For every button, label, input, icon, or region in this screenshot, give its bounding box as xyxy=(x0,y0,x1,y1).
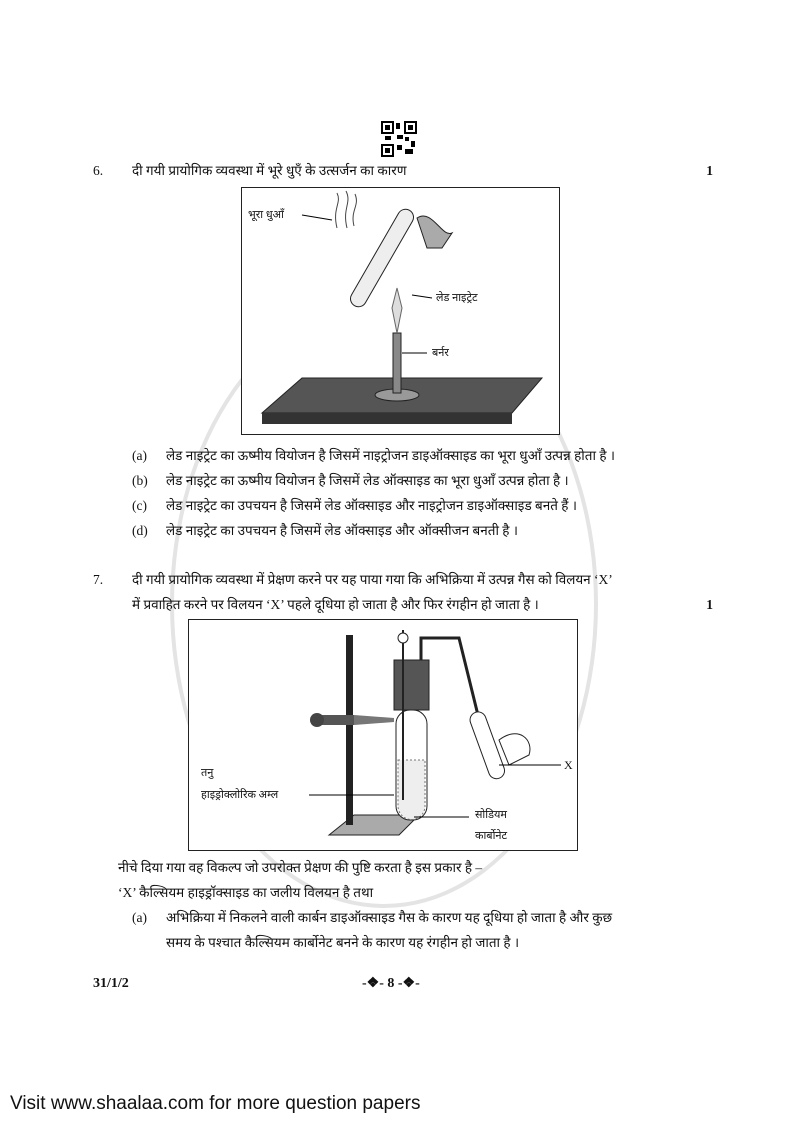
q6-option-d[interactable] xyxy=(132,518,689,543)
q6-number: 6. xyxy=(93,163,104,178)
option-label: (b) xyxy=(132,473,148,488)
option-text: लेड नाइट्रेट का उपचयन है जिसमें लेड ऑक्साइड और ऑक्सीजन बनती है । xyxy=(166,523,518,538)
q6-option-a[interactable] xyxy=(132,443,689,468)
option-text: लेड नाइट्रेट का ऊष्मीय वियोजन है जिसमें नाइट्रोजन डाइऑक्साइड का भूरा धुआँ उत्पन्न होता है । xyxy=(166,448,616,463)
page-footer xyxy=(93,971,713,996)
heating-lead-nitrate-diagram xyxy=(242,188,559,434)
page-content xyxy=(93,158,713,996)
q7-option-a-line2: समय के पश्चात कैल्सियम कार्बोनेट बनने के कारण यह रंगहीन हो जाता है । xyxy=(166,935,520,950)
option-text: अभिक्रिया में निकलने वाली कार्बन डाइऑक्साइड गैस के कारण यह दूधिया हो जाता है और कुछ xyxy=(166,910,613,925)
option-label: (c) xyxy=(132,498,147,513)
option-label: (d) xyxy=(132,523,148,538)
paper-code: 31/1/2 xyxy=(93,976,129,991)
q6-option-c[interactable] xyxy=(132,493,689,518)
label-dilute: तनु xyxy=(201,767,214,779)
q7-header-2 xyxy=(93,592,713,617)
q7-option-a[interactable] xyxy=(132,905,689,955)
label-x: X xyxy=(564,758,573,772)
q7-intro2: ‘X’ कैल्सियम हाइड्रॉक्साइड का जलीय विलयन है तथा xyxy=(118,885,374,900)
label-sodium: सोडियम xyxy=(475,809,507,821)
q7-line2: में प्रवाहित करने पर विलयन ‘X’ पहले दूधिया हो जाता है और फिर रंगहीन हो जाता है । xyxy=(132,597,539,612)
q7-marks: 1 xyxy=(706,597,713,612)
q7-intro: नीचे दिया गया वह विकल्प जो उपरोक्त प्रेक्षण की पुष्टि करता है इस प्रकार है – xyxy=(118,860,483,875)
label-carbonate: कार्बोनेट xyxy=(475,830,508,842)
option-label: (a) xyxy=(132,448,147,463)
option-label: (a) xyxy=(132,910,147,925)
q6-text: दी गयी प्रायोगिक व्यवस्था में भूरे धुएँ के उत्सर्जन का कारण xyxy=(132,163,407,178)
label-burner: बर्नर xyxy=(432,347,449,359)
q7-number: 7. xyxy=(93,572,104,587)
promo-footer[interactable]: Visit www.shaalaa.com for more question papers xyxy=(10,1093,421,1114)
q7-header xyxy=(93,567,713,592)
q6-figure xyxy=(241,187,560,435)
label-lead-nitrate: लेड नाइट्रेट xyxy=(436,292,478,304)
option-text: लेड नाइट्रेट का उपचयन है जिसमें लेड ऑक्साइड और नाइट्रोजन डाइऑक्साइड बनते हैं । xyxy=(166,498,577,513)
option-text: लेड नाइट्रेट का ऊष्मीय वियोजन है जिसमें लेड ऑक्साइड का भूरा धुआँ उत्पन्न होता है । xyxy=(166,473,569,488)
q7-line1: दी गयी प्रायोगिक व्यवस्था में प्रेक्षण करने पर यह पाया गया कि अभिक्रिया में उत्पन्न गैस को विलयन ‘X’ xyxy=(132,572,613,587)
page-number: -❖- 8 -❖- xyxy=(362,976,420,991)
label-brown-smoke: भूरा धुआँ xyxy=(248,209,284,221)
q6-header xyxy=(93,158,713,183)
q6-marks: 1 xyxy=(706,163,713,178)
co2-generation-diagram xyxy=(189,620,577,850)
q6-option-b[interactable] xyxy=(132,468,689,493)
qr-code-icon xyxy=(381,121,417,157)
q7-figure xyxy=(188,619,578,851)
label-hcl: हाइड्रोक्लोरिक अम्ल xyxy=(201,789,279,801)
